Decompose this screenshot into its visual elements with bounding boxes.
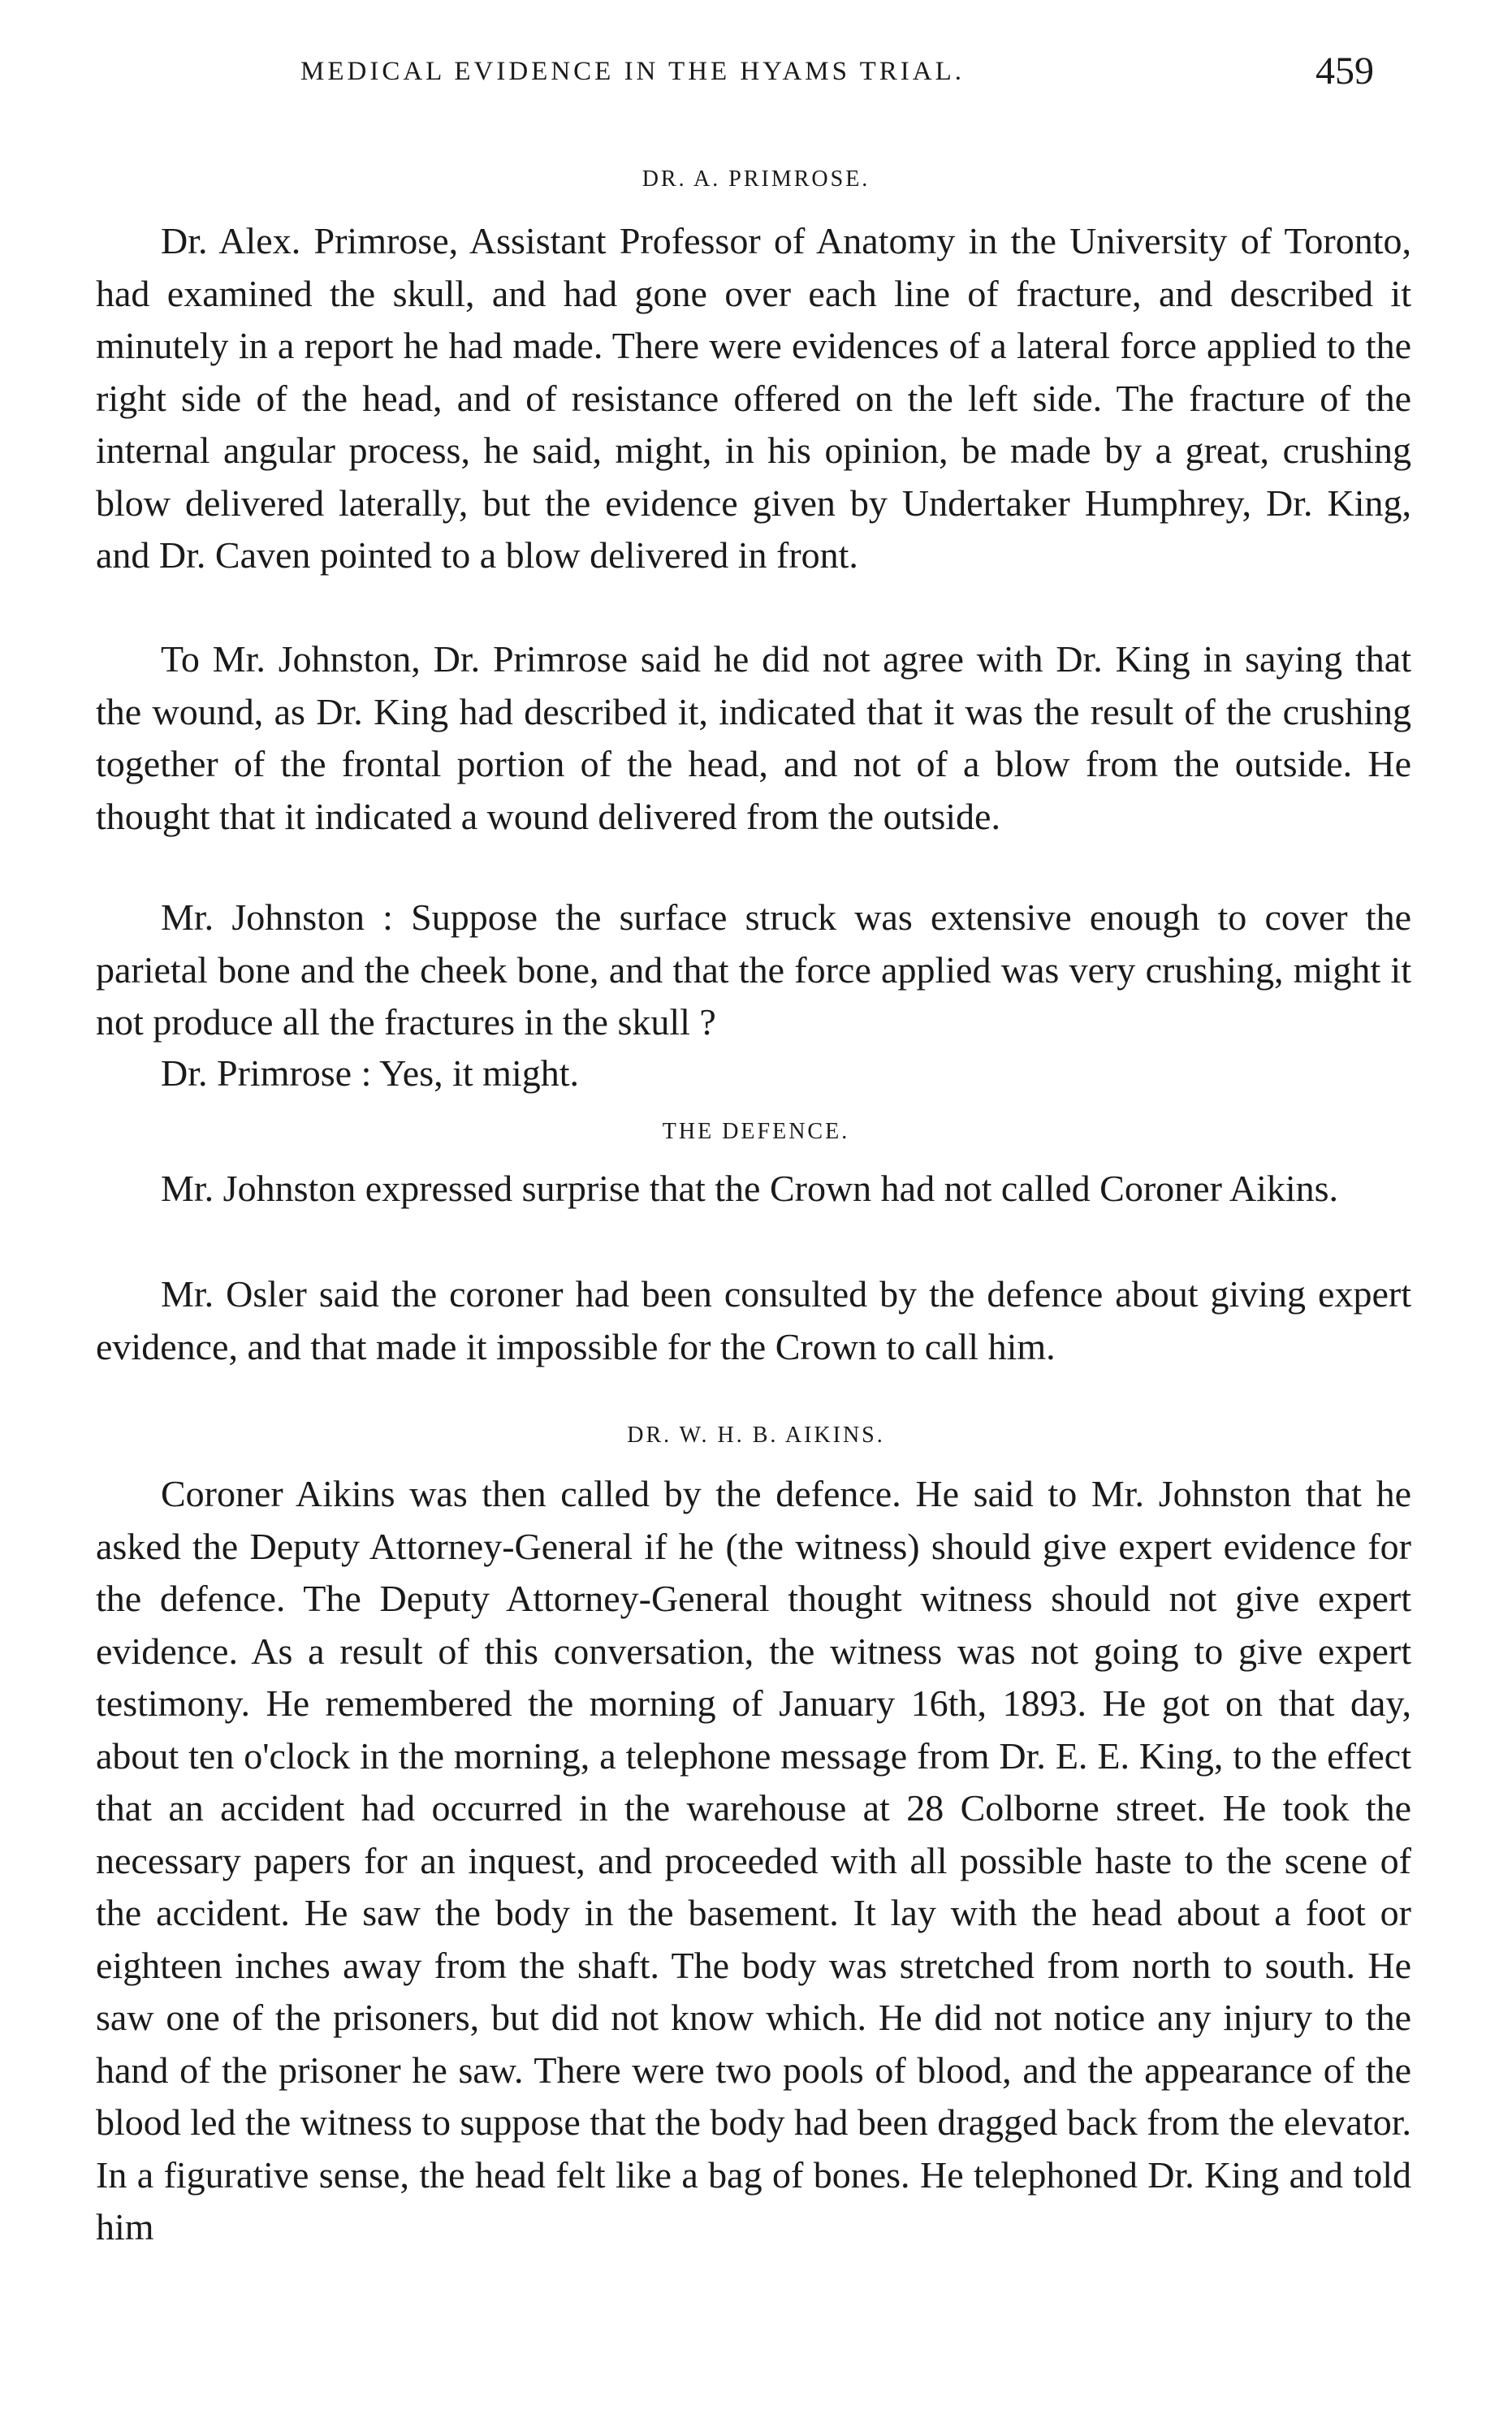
paragraph-primrose-answer: Dr. Primrose : Yes, it might. [161, 1052, 580, 1094]
page-number: 459 [1315, 50, 1374, 93]
paragraph-aikins-testimony: Coroner Aikins was then called by the defence. He said to Mr. Johnston that he asked the Deputy Attorney-General if he (the witness) should give expert evidence for the defence. The Deputy Attorney-General thought witness should not give expert evidence. As a result of this conversation, the witness was not going to give expert testimony. He remembered the morning of January 16th, 1893. He got on that day, about ten o'clock in the morning, a telephone message from Dr. E. E. King, to the effect that an accident had occurred in the warehouse at 28 Colborne street. He took the necessary papers for an inquest, and proceeded with all possible haste to the scene of the accident. He saw the body in the basement. It lay with the head about a foot or eighteen inches away from the shaft. The body was stretched from north to south. He saw one of the prisoners, but did not know which. He did not notice any injury to the hand of the prisoner he saw. There were two pools of blood, and the appearance of the blood led the witness to suppose that the body had been dragged back from the elevator. In a figurative sense, the head felt like a bag of bones. He telephoned Dr. King and told him [96, 1473, 1411, 2248]
section-heading-primrose: DR. A. PRIMROSE. [642, 166, 870, 192]
running-head-title: MEDICAL EVIDENCE IN THE HYAMS TRIAL. [300, 57, 966, 86]
paragraph-johnston-surprise: Mr. Johnston expressed surprise that the Crown had not called Coroner Aikins. [161, 1168, 1339, 1209]
paragraph-johnston-question: Mr. Johnston : Suppose the surface struck was extensive enough to cover the parietal bone and the cheek bone, and that the force applied was very crushing, might it not produce all the fractures in the skull ? [96, 896, 1411, 1043]
paragraph-johnston-cross-examination: To Mr. Johnston, Dr. Primrose said he did not agree with Dr. King in saying that the wound, as Dr. King had described it, indicated that it was the result of the crushing together of the frontal portion of the head, and not of a blow from the outside. He thought that it indicated a wound delivered from the outside. [96, 638, 1411, 837]
section-heading-aikins: DR. W. H. B. AIKINS. [627, 1423, 885, 1448]
section-heading-defence: THE DEFENCE. [662, 1119, 850, 1144]
paragraph-primrose-testimony: Dr. Alex. Primrose, Assistant Professor of Anatomy in the University of Toronto, had examined the skull, and had gone over each line of fracture, and described it minutely in a report he had made. There were evidences of a lateral force applied to the right side of the head, and of resistance offered on the left side. The fracture of the internal angular process, he said, might, in his opinion, be made by a great, crushing blow delivered laterally, but the evidence given by Undertaker Humphrey, Dr. King, and Dr. Caven pointed to a blow delivered in front. [96, 220, 1411, 576]
paragraph-osler-statement: Mr. Osler said the coroner had been consulted by the defence about giving expert evidence, and that made it impossible for the Crown to call him. [96, 1273, 1411, 1367]
